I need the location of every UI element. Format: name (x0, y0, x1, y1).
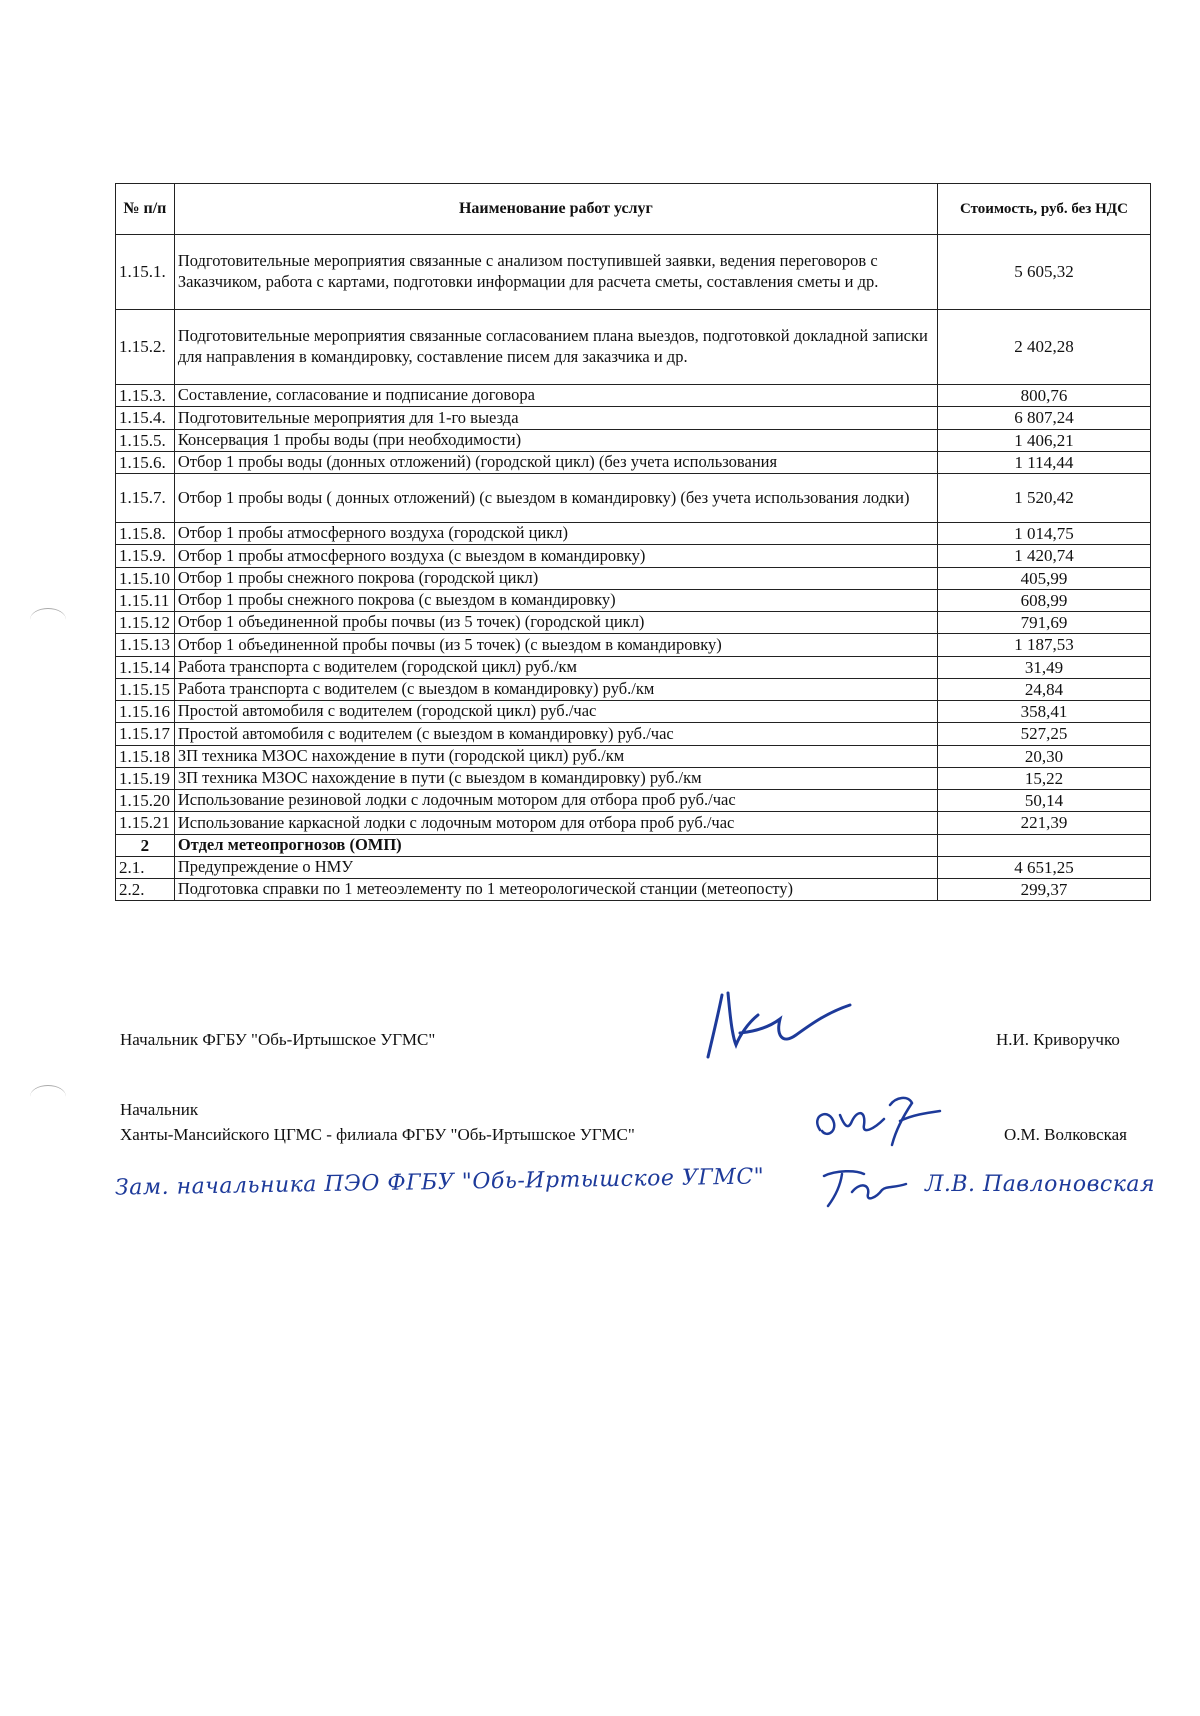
row-price: 4 651,25 (937, 856, 1150, 878)
row-price: 1 406,21 (937, 429, 1150, 451)
branch-title-line2: Ханты-Мансийского ЦГМС - филиала ФГБУ "Обь-Иртышское УГМС" (120, 1125, 635, 1144)
row-price: 20,30 (937, 745, 1150, 767)
row-service-name: Составление, согласование и подписание договора (174, 385, 937, 407)
row-service-name: Отбор 1 объединенной пробы почвы (из 5 точек) (городской цикл) (174, 612, 937, 634)
table-row (116, 429, 1151, 451)
header-num: № п/п (116, 184, 175, 235)
table-row (116, 723, 1151, 745)
branch-name: О.М. Волковская (1004, 1125, 1127, 1144)
row-service-name: ЗП техника МЗОС нахождение в пути (с выездом в командировку) руб./км (174, 767, 937, 789)
table-row (116, 701, 1151, 723)
handwritten-name: Л.В. Павлоновская (925, 1172, 1156, 1197)
header-name: Наименование работ услуг (174, 184, 937, 235)
table-row (116, 790, 1151, 812)
row-service-name: Подготовка справки по 1 метеоэлементу по 1 метеорологической станции (метеопосту) (174, 879, 937, 901)
table-row (116, 656, 1151, 678)
row-number: 2.1. (116, 856, 175, 878)
table-row (116, 767, 1151, 789)
row-number: 1.15.16 (116, 701, 175, 723)
row-service-name: Отбор 1 пробы снежного покрова (городской цикл) (174, 567, 937, 589)
head-name: Н.И. Криворучко (996, 1030, 1120, 1049)
row-price: 1 520,42 (937, 474, 1150, 523)
row-number: 1.15.5. (116, 429, 175, 451)
row-price: 527,25 (937, 723, 1150, 745)
row-number: 1.15.21 (116, 812, 175, 834)
row-price: 1 420,74 (937, 545, 1150, 567)
row-price: 1 114,44 (937, 451, 1150, 473)
handwritten-title: Зам. начальника ПЭО ФГБУ "Обь-Иртышское УГМС" (114, 1164, 765, 1201)
margin-mark (30, 1085, 66, 1108)
header-price: Стоимость, руб. без НДС (937, 184, 1150, 235)
row-service-name: Подготовительные мероприятия связанные с анализом поступившей заявки, ведения переговоров с Заказчиком, работа с картами, подготовки информации для расчета сметы, составления сметы и др. (174, 235, 937, 310)
row-service-name: Простой автомобиля с водителем (с выездом в командировку) руб./час (174, 723, 937, 745)
row-number: 1.15.11 (116, 589, 175, 611)
row-service-name: Предупреждение о НМУ (174, 856, 937, 878)
row-number: 1.15.20 (116, 790, 175, 812)
table-row (116, 634, 1151, 656)
row-price: 800,76 (937, 385, 1150, 407)
table-row (116, 745, 1151, 767)
row-number: 1.15.4. (116, 407, 175, 429)
table-row (116, 385, 1151, 407)
table-row (116, 523, 1151, 545)
table-row (116, 812, 1151, 834)
row-number: 1.15.7. (116, 474, 175, 523)
table-row (116, 545, 1151, 567)
row-price: 24,84 (937, 678, 1150, 700)
table-row (116, 879, 1151, 901)
row-price: 50,14 (937, 790, 1150, 812)
row-number: 2.2. (116, 879, 175, 901)
row-price: 5 605,32 (937, 235, 1150, 310)
row-number: 1.15.18 (116, 745, 175, 767)
row-service-name: Отбор 1 объединенной пробы почвы (из 5 точек) (с выездом в командировку) (174, 634, 937, 656)
row-service-name: Простой автомобиля с водителем (городской цикл) руб./час (174, 701, 937, 723)
row-price: 608,99 (937, 589, 1150, 611)
row-number: 1.15.12 (116, 612, 175, 634)
table-row (116, 310, 1151, 385)
row-price: 405,99 (937, 567, 1150, 589)
branch-signature (800, 1085, 950, 1155)
row-service-name: Отбор 1 пробы снежного покрова (с выездом в командировку) (174, 589, 937, 611)
row-number: 1.15.15 (116, 678, 175, 700)
row-price: 791,69 (937, 612, 1150, 634)
margin-mark (30, 608, 66, 631)
row-service-name: Работа транспорта с водителем (с выездом в командировку) руб./км (174, 678, 937, 700)
table-header-row (116, 184, 1151, 235)
row-price: 1 014,75 (937, 523, 1150, 545)
table-row (116, 612, 1151, 634)
table-row (116, 451, 1151, 473)
row-price: 299,37 (937, 879, 1150, 901)
row-service-name: ЗП техника МЗОС нахождение в пути (городской цикл) руб./км (174, 745, 937, 767)
head-title: Начальник ФГБУ "Обь-Иртышское УГМС" (120, 1030, 436, 1049)
table-row (116, 589, 1151, 611)
branch-title-line1: Начальник (120, 1100, 199, 1119)
row-service-name: Работа транспорта с водителем (городской цикл) руб./км (174, 656, 937, 678)
row-price: 15,22 (937, 767, 1150, 789)
approver-signature (812, 1162, 912, 1212)
row-price: 6 807,24 (937, 407, 1150, 429)
table-row (116, 678, 1151, 700)
row-price: 221,39 (937, 812, 1150, 834)
row-number: 1.15.17 (116, 723, 175, 745)
row-number: 1.15.19 (116, 767, 175, 789)
row-number: 1.15.10 (116, 567, 175, 589)
table-row (116, 407, 1151, 429)
row-price: 2 402,28 (937, 310, 1150, 385)
section-row (116, 834, 1151, 856)
row-service-name: Консервация 1 пробы воды (при необходимости) (174, 429, 937, 451)
table-row (116, 474, 1151, 523)
row-service-name: Подготовительные мероприятия для 1-го выезда (174, 407, 937, 429)
row-service-name: Подготовительные мероприятия связанные согласованием плана выездов, подготовкой докладной записки для направления в командировку, составление писем для заказчика и др. (174, 310, 937, 385)
price-table (115, 183, 1151, 901)
row-number: 1.15.3. (116, 385, 175, 407)
row-service-name: Отбор 1 пробы атмосферного воздуха (городской цикл) (174, 523, 937, 545)
row-service-name: Отбор 1 пробы воды ( донных отложений) (с выездом в командировку) (без учета использования лодки) (174, 474, 937, 523)
row-price: 31,49 (937, 656, 1150, 678)
row-number: 1.15.6. (116, 451, 175, 473)
row-price: 358,41 (937, 701, 1150, 723)
row-service-name: Отбор 1 пробы атмосферного воздуха (с выездом в командировку) (174, 545, 937, 567)
row-service-name: Использование резиновой лодки с лодочным мотором для отбора проб руб./час (174, 790, 937, 812)
row-number: 1.15.14 (116, 656, 175, 678)
table-row (116, 235, 1151, 310)
row-service-name: Отбор 1 пробы воды (донных отложений) (городской цикл) (без учета использования (174, 451, 937, 473)
head-signature (700, 985, 860, 1065)
table-row (116, 567, 1151, 589)
row-number: 1.15.8. (116, 523, 175, 545)
table-row (116, 856, 1151, 878)
row-number: 1.15.9. (116, 545, 175, 567)
row-price (937, 834, 1150, 856)
row-price: 1 187,53 (937, 634, 1150, 656)
section-number: 2 (116, 834, 175, 856)
row-service-name: Использование каркасной лодки с лодочным мотором для отбора проб руб./час (174, 812, 937, 834)
section-title: Отдел метеопрогнозов (ОМП) (174, 834, 937, 856)
row-number: 1.15.1. (116, 235, 175, 310)
row-number: 1.15.2. (116, 310, 175, 385)
row-number: 1.15.13 (116, 634, 175, 656)
